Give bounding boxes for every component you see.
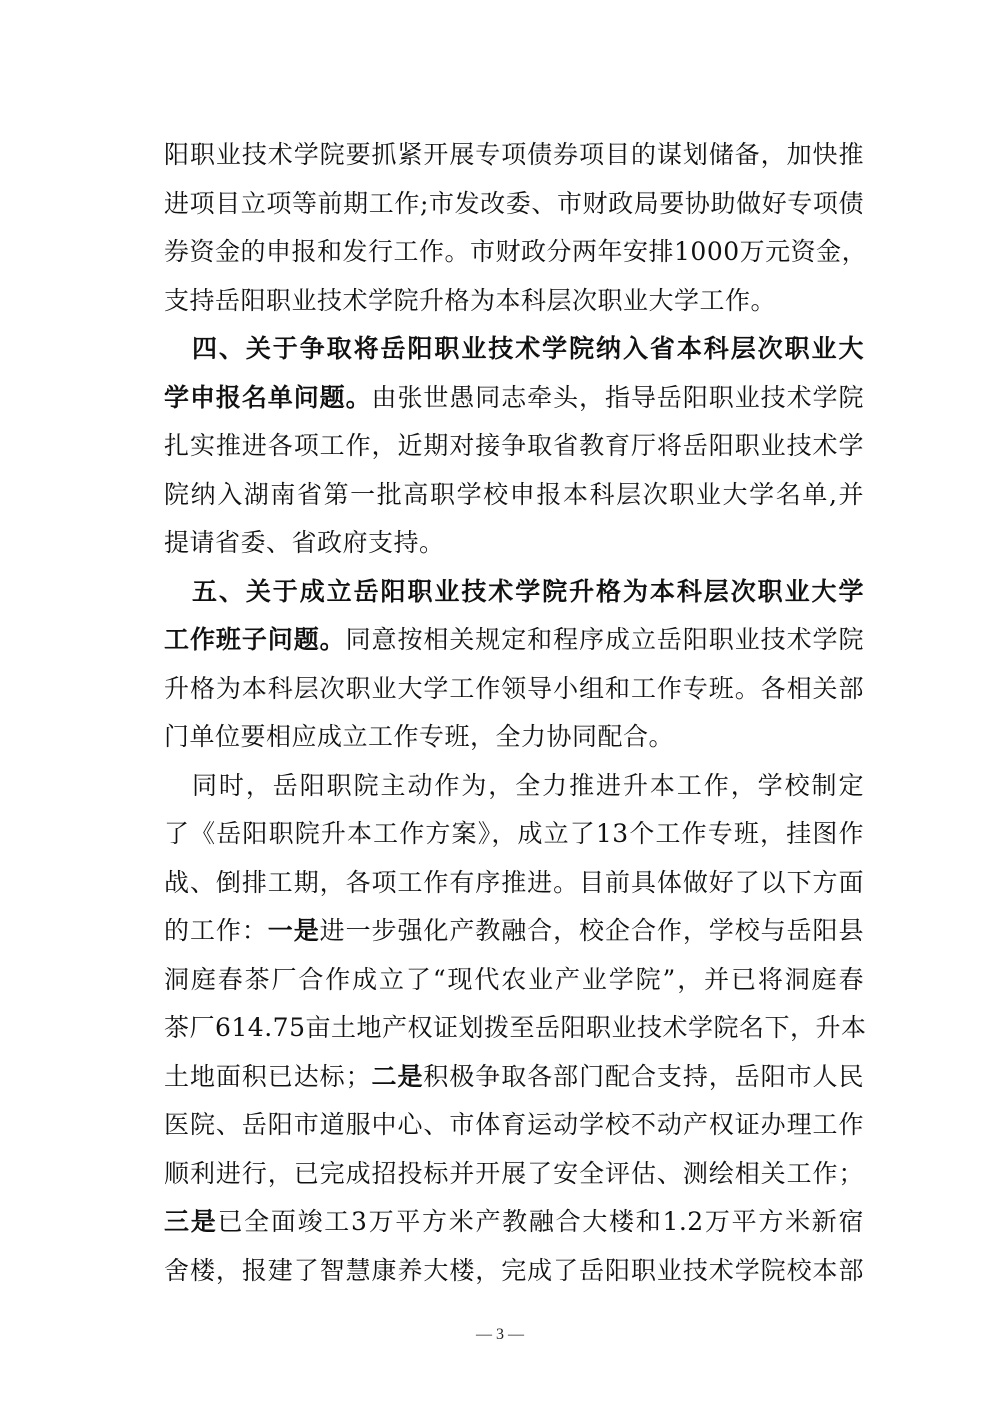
text-line: 医院、岳阳市道服中心、市体育运动学校不动产权证办理工作 <box>164 1110 864 1139</box>
text-run: 土地面积已达标； <box>164 1061 372 1091</box>
text-run: 由张世愚同志牵头，指导岳阳职业技术学院 <box>371 382 864 412</box>
text-line: 支持岳阳职业技术学院升格为本科层次职业大学工作。 <box>164 285 777 315</box>
text-line: 同时，岳阳职院主动作为，全力推进升本工作，学校制定 <box>192 770 864 800</box>
text-line: 洞庭春茶厂合作成立了“现代农业产业学院”，并已将洞庭春 <box>164 964 864 994</box>
text-line: 升格为本科层次职业大学工作领导小组和工作专班。各相关部 <box>164 673 864 703</box>
section-heading-four: 四、关于争取将岳阳职业技术学院纳入省本科层次职业大 <box>192 334 864 363</box>
text-line: 阳职业技术学院要抓紧开展专项债券项目的谋划储备，加快推 <box>164 140 864 169</box>
text-line: 战、倒排工期，各项工作有序推进。目前具体做好了以下方面 <box>164 867 864 897</box>
text-line: 扎实推进各项工作，近期对接争取省教育厅将岳阳职业技术学 <box>164 431 864 460</box>
text-line <box>164 616 864 665</box>
text-run: 进一步强化产教融合，校企合作，学校与岳阳县 <box>319 916 864 945</box>
text-line: 门单位要相应成立工作专班，全力协同配合。 <box>164 722 675 751</box>
page-number: — 3 — <box>476 1326 524 1343</box>
bold-marker-two: 二是 <box>371 1061 424 1091</box>
text-run: 积极争取各部门配合支持，岳阳市人民 <box>423 1061 864 1091</box>
text-line: 提请省委、省政府支持。 <box>164 528 445 557</box>
text-line <box>164 1053 864 1102</box>
text-run: 的工作： <box>164 916 268 945</box>
text-run: 同意按相关规定和程序成立岳阳职业技术学院 <box>345 625 864 654</box>
section-heading-five: 五、关于成立岳阳职业技术学院升格为本科层次职业大学 <box>192 576 864 606</box>
text-line <box>164 907 864 956</box>
section-heading-four-end: 学申报名单问题。 <box>164 382 372 412</box>
text-line <box>164 374 864 423</box>
section-heading-five-end: 工作班子问题。 <box>164 625 346 654</box>
document-body <box>164 131 868 1295</box>
text-run: 已全面竣工3万平方米产教融合大楼和1.2万平方米新宿 <box>217 1207 864 1236</box>
text-line: 舍楼，报建了智慧康养大楼，完成了岳阳职业技术学院校本部 <box>164 1255 864 1285</box>
text-line: 了《岳阳职院升本工作方案》，成立了13个工作专班，挂图作 <box>164 819 864 848</box>
bold-marker-one: 一是 <box>267 916 320 945</box>
text-line: 院纳入湖南省第一批高职学校申报本科层次职业大学名单,并 <box>164 479 864 509</box>
text-line: 券资金的申报和发行工作。市财政分两年安排1000万元资金， <box>164 237 868 266</box>
text-line: 茶厂614.75亩土地产权证划拨至岳阳职业技术学院名下，升本 <box>164 1013 867 1042</box>
text-line: 顺利进行，已完成招投标并开展了安全评估、测绘相关工作； <box>164 1158 864 1188</box>
text-line: 进项目立项等前期工作;市发改委、市财政局要协助做好专项债 <box>164 188 864 218</box>
bold-marker-three: 三是 <box>164 1207 218 1236</box>
text-line <box>164 1198 864 1247</box>
